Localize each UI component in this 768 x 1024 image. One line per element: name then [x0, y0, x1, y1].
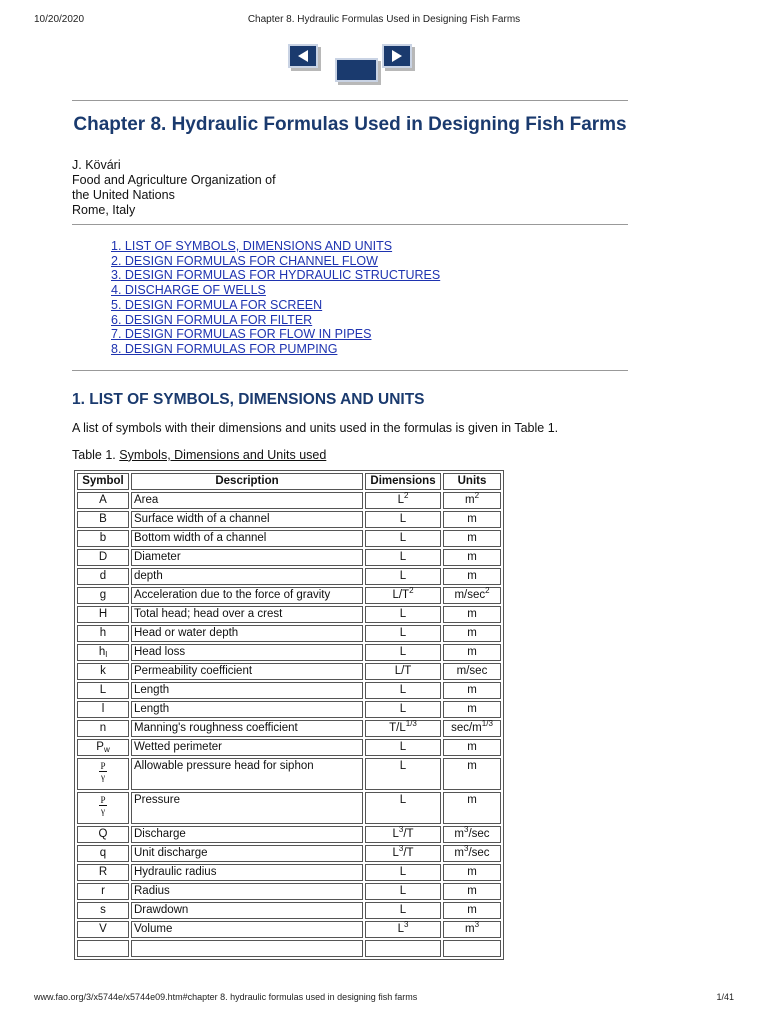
- table-row: [77, 492, 501, 509]
- cell-description: Volume: [131, 921, 363, 938]
- cell-symbol: q: [77, 845, 129, 862]
- table-caption: [72, 448, 628, 463]
- cell-symbol: [77, 792, 129, 824]
- table-of-contents-button[interactable]: [335, 58, 378, 82]
- table-row: [77, 845, 501, 862]
- cell-symbol: r: [77, 883, 129, 900]
- triangle-left-icon: [290, 46, 316, 66]
- fraction-symbol: $\frac{P}{\gamma}$: [100, 794, 106, 816]
- print-title: Chapter 8. Hydraulic Formulas Used in Designing Fish Farms: [247, 14, 521, 25]
- cell-dimensions: L: [365, 902, 441, 919]
- cell-description: Radius: [131, 883, 363, 900]
- cell-dimensions: L: [365, 701, 441, 718]
- page-number: 1/41: [716, 992, 734, 1002]
- fraction-symbol: $\frac{P}{\gamma}$: [100, 760, 106, 782]
- toc-link-8[interactable]: 8. DESIGN FORMULAS FOR PUMPING: [111, 341, 338, 356]
- section-intro: A list of symbols with their dimensions and units used in the formulas is given in Table 1.: [72, 420, 559, 435]
- header-symbol: Symbol: [77, 473, 129, 490]
- cell-dimensions: L: [365, 530, 441, 547]
- cell-symbol: D: [77, 549, 129, 566]
- cell-dimensions: L: [365, 625, 441, 642]
- table-row: [77, 511, 501, 528]
- section-heading: 1. LIST OF SYMBOLS, DIMENSIONS AND UNITS: [72, 390, 425, 408]
- cell-symbol: b: [77, 530, 129, 547]
- cell-units: m: [443, 625, 501, 642]
- table-row: [77, 530, 501, 547]
- triangle-right-icon: [384, 46, 410, 66]
- cell-units: $m^3/\sec$: [443, 845, 501, 862]
- table-caption-prefix: Table 1.: [72, 447, 120, 462]
- cell-symbol: d: [77, 568, 129, 585]
- print-date: 10/20/2020: [34, 14, 85, 25]
- table-row: [77, 644, 501, 661]
- print-footer: [34, 992, 734, 1006]
- cell-symbol: H: [77, 606, 129, 623]
- cell-units: m: [443, 792, 501, 824]
- cell-dimensions: L/T: [365, 663, 441, 680]
- cell-description: Pressure: [131, 792, 363, 824]
- cell-description: Surface width of a channel: [131, 511, 363, 528]
- cell-units: [443, 940, 501, 957]
- cell-symbol: B: [77, 511, 129, 528]
- toc-link-5[interactable]: 5. DESIGN FORMULA FOR SCREEN: [111, 297, 323, 312]
- cell-units: m: [443, 530, 501, 547]
- cell-dimensions: L: [365, 758, 441, 790]
- cell-description: Allowable pressure head for siphon: [131, 758, 363, 790]
- print-header: [34, 14, 734, 30]
- cell-description: Hydraulic radius: [131, 864, 363, 881]
- cell-dimensions: L: [365, 739, 441, 756]
- cell-dimensions: L: [365, 644, 441, 661]
- cell-symbol: R: [77, 864, 129, 881]
- author-org-line2: the United Nations: [72, 188, 175, 202]
- cell-units: $\sec/m^{1/3}$: [443, 720, 501, 737]
- cell-dimensions: L: [365, 792, 441, 824]
- cell-description: Manning's roughness coefficient: [131, 720, 363, 737]
- cell-symbol: n: [77, 720, 129, 737]
- cell-symbol: [77, 940, 129, 957]
- table-row: [77, 739, 501, 756]
- table-body: [77, 492, 501, 957]
- cell-dimensions: L: [365, 864, 441, 881]
- toc-link-3[interactable]: 3. DESIGN FORMULAS FOR HYDRAULIC STRUCTURES: [111, 268, 441, 283]
- cell-description: Length: [131, 701, 363, 718]
- cell-units: m: [443, 568, 501, 585]
- cell-dimensions: $L^3/T$: [365, 826, 441, 843]
- cell-symbol: Q: [77, 826, 129, 843]
- table-row: [77, 792, 501, 824]
- table-header-row: [77, 473, 501, 490]
- toc-link-4[interactable]: 4. DISCHARGE OF WELLS: [111, 283, 266, 298]
- header-description: Description: [131, 473, 363, 490]
- cell-units: m: [443, 644, 501, 661]
- table-row: [77, 549, 501, 566]
- table-row: [77, 940, 501, 957]
- cell-units: m: [443, 864, 501, 881]
- toc-link-6[interactable]: 6. DESIGN FORMULA FOR FILTER: [111, 312, 313, 327]
- cell-description: Length: [131, 682, 363, 699]
- cell-description: Diameter: [131, 549, 363, 566]
- table-row: [77, 587, 501, 604]
- author-name: J. Kövári: [72, 158, 121, 172]
- cell-dimensions: L: [365, 568, 441, 585]
- cell-description: Total head; head over a crest: [131, 606, 363, 623]
- cell-symbol: s: [77, 902, 129, 919]
- cell-dimensions: [365, 940, 441, 957]
- cell-dimensions: $T/L^{1/3}$: [365, 720, 441, 737]
- table-row: [77, 606, 501, 623]
- cell-dimensions: $L^3$: [365, 921, 441, 938]
- cell-description: Acceleration due to the force of gravity: [131, 587, 363, 604]
- document-content: [72, 100, 628, 960]
- cell-units: m/sec: [443, 663, 501, 680]
- cell-units: m: [443, 739, 501, 756]
- table-of-contents: [72, 239, 628, 357]
- cell-dimensions: $L^3/T$: [365, 845, 441, 862]
- cell-symbol: k: [77, 663, 129, 680]
- table-row: [77, 568, 501, 585]
- table-row: [77, 883, 501, 900]
- table-row: [77, 720, 501, 737]
- symbols-table: [74, 470, 504, 960]
- cell-dimensions: $L/T^2$: [365, 587, 441, 604]
- cell-units: m: [443, 549, 501, 566]
- table-row: [77, 625, 501, 642]
- header-units: Units: [443, 473, 501, 490]
- cell-units: $m^3$: [443, 921, 501, 938]
- cell-symbol: [77, 758, 129, 790]
- cell-symbol: L: [77, 682, 129, 699]
- divider: [72, 224, 628, 225]
- previous-page-button[interactable]: [288, 44, 318, 68]
- cell-symbol: h: [77, 625, 129, 642]
- cell-description: [131, 940, 363, 957]
- cell-units: m: [443, 606, 501, 623]
- cell-description: Bottom width of a channel: [131, 530, 363, 547]
- cell-description: Discharge: [131, 826, 363, 843]
- cell-dimensions: L: [365, 606, 441, 623]
- table-row: [77, 758, 501, 790]
- cell-symbol: A: [77, 492, 129, 509]
- cell-units: $m/\sec^2$: [443, 587, 501, 604]
- cell-symbol: g: [77, 587, 129, 604]
- author-location: Rome, Italy: [72, 203, 136, 217]
- cell-dimensions: $L^2$: [365, 492, 441, 509]
- cell-units: m: [443, 883, 501, 900]
- cell-description: Unit discharge: [131, 845, 363, 862]
- cell-description: Head loss: [131, 644, 363, 661]
- table-row: [77, 663, 501, 680]
- cell-description: Permeability coefficient: [131, 663, 363, 680]
- cell-dimensions: L: [365, 682, 441, 699]
- header-dimensions: Dimensions: [365, 473, 441, 490]
- navigation-bar: [288, 44, 418, 76]
- cell-units: m: [443, 701, 501, 718]
- toc-link-7[interactable]: 7. DESIGN FORMULAS FOR FLOW IN PIPES: [111, 327, 372, 342]
- cell-units: $m^3/\sec$: [443, 826, 501, 843]
- cell-units: m: [443, 758, 501, 790]
- cell-description: Area: [131, 492, 363, 509]
- table-row: [77, 682, 501, 699]
- table-row: [77, 826, 501, 843]
- cell-units: $m^2$: [443, 492, 501, 509]
- table-row: [77, 864, 501, 881]
- page-url: www.fao.org/3/x5744e/x5744e09.htm#chapter 8. hydraulic formulas used in designing fish farms: [34, 992, 418, 1002]
- cell-symbol: $h_l$: [77, 644, 129, 661]
- table-row: [77, 902, 501, 919]
- cell-dimensions: L: [365, 549, 441, 566]
- author-block: [72, 158, 628, 218]
- table-row: [77, 701, 501, 718]
- cell-units: m: [443, 902, 501, 919]
- toc-link-2[interactable]: 2. DESIGN FORMULAS FOR CHANNEL FLOW: [111, 253, 378, 268]
- table-row: [77, 921, 501, 938]
- top-divider: [72, 100, 628, 101]
- cell-description: depth: [131, 568, 363, 585]
- next-page-button[interactable]: [382, 44, 412, 68]
- chapter-heading: Chapter 8. Hydraulic Formulas Used in Designing Fish Farms: [73, 114, 627, 135]
- cell-units: m: [443, 511, 501, 528]
- cell-symbol: V: [77, 921, 129, 938]
- table-caption-link[interactable]: Symbols, Dimensions and Units used: [119, 447, 327, 462]
- cell-symbol: l: [77, 701, 129, 718]
- cell-dimensions: L: [365, 511, 441, 528]
- cell-description: Drawdown: [131, 902, 363, 919]
- toc-link-1[interactable]: 1. LIST OF SYMBOLS, DIMENSIONS AND UNITS: [111, 239, 393, 253]
- divider: [72, 370, 628, 371]
- cell-description: Wetted perimeter: [131, 739, 363, 756]
- author-org-line1: Food and Agriculture Organization of: [72, 173, 276, 187]
- cell-dimensions: L: [365, 883, 441, 900]
- cell-units: m: [443, 682, 501, 699]
- cell-symbol: $P_w$: [77, 739, 129, 756]
- cell-description: Head or water depth: [131, 625, 363, 642]
